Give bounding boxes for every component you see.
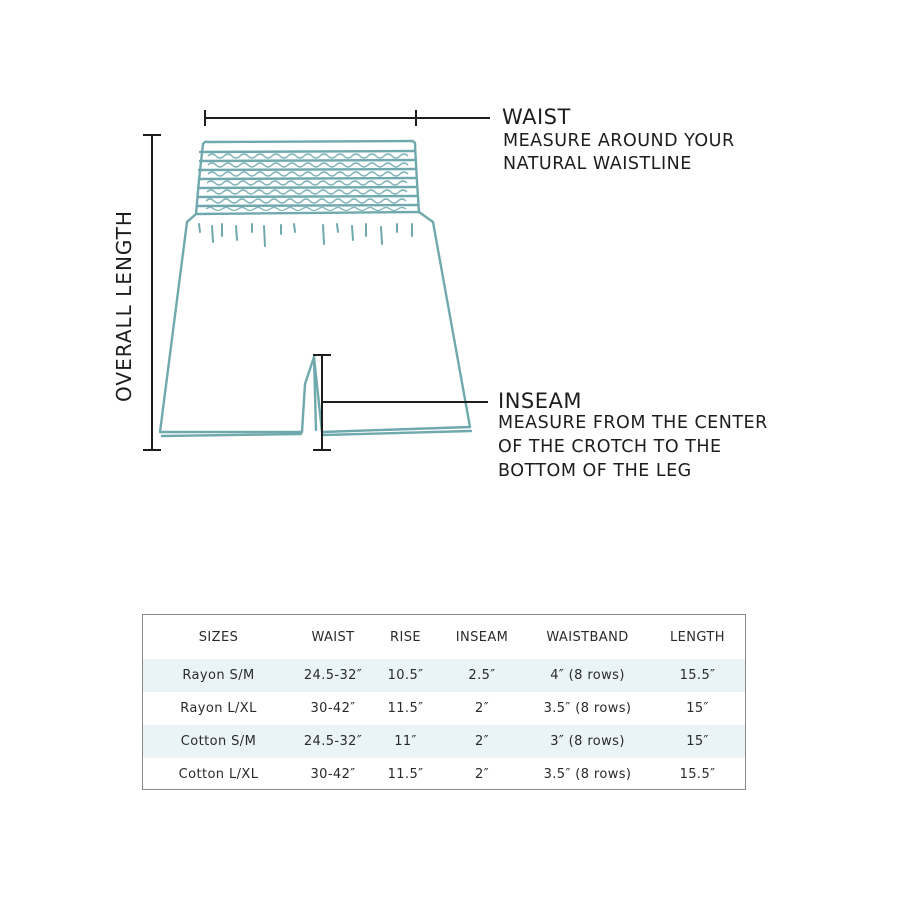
- table-row: [143, 692, 745, 725]
- cell-rise: 11.5″: [387, 767, 424, 782]
- table-header-row: [143, 615, 745, 659]
- size-chart: [142, 614, 746, 790]
- cell-length: 15.5″: [650, 659, 745, 692]
- cell-size: Cotton L/XL: [178, 767, 259, 782]
- cell-size: Cotton S/M: [143, 725, 294, 758]
- cell-waist: 30-42″: [310, 701, 356, 716]
- cell-rise: 11″: [372, 725, 439, 758]
- header-length: LENGTH: [670, 629, 725, 645]
- cell-length: 15″: [686, 701, 709, 716]
- cell-waistband: 3.5″ (8 rows): [543, 701, 632, 716]
- cell-inseam: 2″: [475, 701, 489, 716]
- cell-length: 15.5″: [679, 767, 716, 782]
- cell-waist: 24.5-32″: [294, 725, 372, 758]
- cell-rise: 11.5″: [387, 701, 424, 716]
- header-inseam: INSEAM: [455, 629, 509, 645]
- waist-description-line-1: MEASURE AROUND YOUR: [503, 131, 735, 151]
- cell-waist: 30-42″: [310, 767, 356, 782]
- waist-description-line-2: NATURAL WAISTLINE: [503, 154, 692, 174]
- table-row: [143, 659, 745, 692]
- header-sizes: SIZES: [198, 629, 239, 645]
- cell-inseam: 2″: [439, 725, 525, 758]
- cell-size: Rayon S/M: [143, 659, 294, 692]
- table-row: [143, 725, 745, 758]
- header-rise: RISE: [390, 629, 421, 645]
- overall-length-label: OVERALL LENGTH: [112, 210, 136, 402]
- cell-waistband: 3.5″ (8 rows): [543, 767, 632, 782]
- cell-rise: 10.5″: [372, 659, 439, 692]
- size-table: [143, 615, 745, 791]
- inseam-description-line-1: MEASURE FROM THE CENTER: [498, 413, 768, 433]
- cell-waistband: 4″ (8 rows): [525, 659, 650, 692]
- inseam-description-line-2: OF THE CROTCH TO THE: [498, 437, 722, 457]
- header-waistband: WAISTBAND: [546, 629, 629, 645]
- header-waist: WAIST: [311, 629, 355, 645]
- cell-inseam: 2″: [475, 767, 489, 782]
- cell-waistband: 3″ (8 rows): [525, 725, 650, 758]
- inseam-description-line-3: BOTTOM OF THE LEG: [498, 461, 692, 481]
- cell-size: Rayon L/XL: [180, 701, 257, 716]
- cell-inseam: 2.5″: [439, 659, 525, 692]
- waist-title: WAIST: [502, 105, 571, 129]
- table-row: [143, 758, 745, 791]
- cell-length: 15″: [650, 725, 745, 758]
- inseam-title: INSEAM: [498, 389, 582, 413]
- cell-waist: 24.5-32″: [294, 659, 372, 692]
